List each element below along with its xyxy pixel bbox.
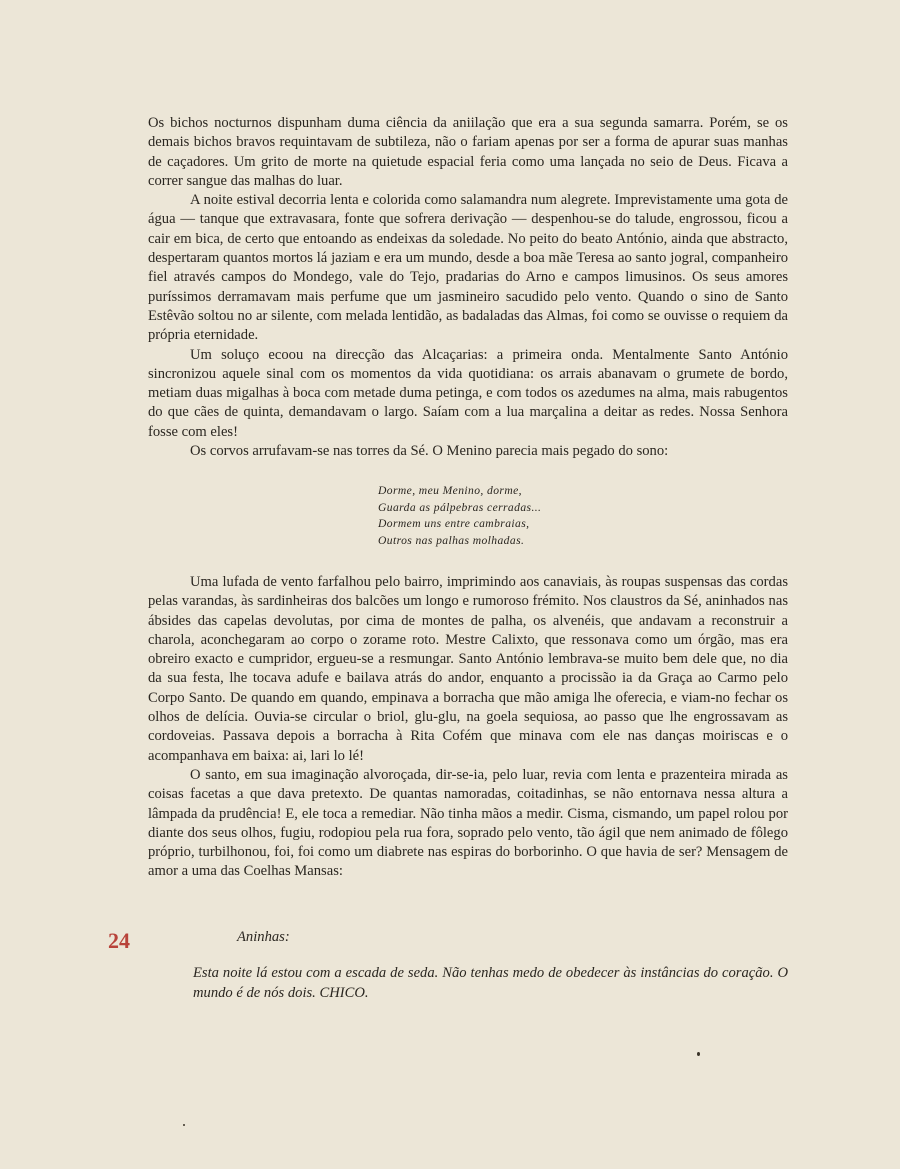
paragraph-1: Os bichos nocturnos dispunham duma ciência da aniilação que era a sua segunda samarra. Porém, se os demais bichos bravos requintavam de subtileza, não o fariam apenas por ser a forma de apurar suas manhas de caçadores. Um grito de morte na quietude espacial feria como uma lançada no seio de Deus. Ficava a correr sangue das malhas do luar.	[148, 115, 788, 189]
page-number: 24	[108, 928, 130, 953]
lullaby-verse	[378, 483, 788, 549]
verse-line: Guarda as pálpebras cerradas...	[378, 500, 542, 514]
ink-speck	[183, 1124, 185, 1126]
body-text	[148, 114, 788, 882]
paragraph-5: Uma lufada de vento farfalhou pelo bairro, imprimindo aos canaviais, às roupas suspensas das cordas pelas varandas, às sardinheiras dos balcões um longo e rumoroso frémito. Nos claustros da Sé, aninhados nas ábsides das capelas devolutas, por cima de montes de palha, os alvenéis, que andavam a reconstruir a charola, aconchegaram ao corpo o zorame roto. Mestre Calixto, que ressonava como um órgão, mas era obreiro exacto e cumpridor, ergueu-se a resmungar. Santo António lembrava-se muito bem dele que, no dia da sua festa, lhe tocava adufe e bailava atrás do andor, enquanto a procissão ia da Graça ao Carmo pelo Corpo Santo. De quando em quando, empinava a borracha que mão amiga lhe oferecia, e viam-no fechar os olhos de delícia. Ouvia-se circular o briol, glu-glu, na goela sequiosa, ao passo que lhe engrossavam as cordoveias. Passava depois a borracha à Rita Cofém que minava com ele nas danças moiriscas e o acompanhava em baixa: ai, lari lo lé!	[148, 573, 788, 764]
verse-line: Outros nas palhas molhadas.	[378, 533, 525, 547]
paragraph-2: A noite estival decorria lenta e colorida como salamandra num alegrete. Imprevistamente uma gota de água — tanque que extravasara, fonte que sofrera derivação — despenhou-se do talude, engrossou, ficou a cair em bica, de certo que entoando as endeixas da soledade. No peito do beato António, ainda que abstracto, despertaram quantos mortos lá jaziam e era um mundo, desde a boa mãe Teresa ao santo jogral, companheiro fiel através campos do Mondego, vale do Tejo, pradarias do Arno e campos limusinos. Os seus amores puríssimos derramavam mais perfume que um jasmineiro sacudido pelo vento. Quando o sino de Santo Estêvão soltou no ar silente, com melada lentidão, as badaladas das Almas, foi como se ouvisse o requiem da própria eternidade.	[148, 192, 788, 344]
verse-spacing	[148, 549, 788, 573]
letter-body: Esta noite lá estou com a escada de seda. Não tenhas medo de obedecer às instâncias do coração. O mundo é de nós dois. CHICO.	[193, 965, 788, 1001]
paragraph-3: Um soluço ecoou na direcção das Alcaçarias: a primeira onda. Mentalmente Santo António sincronizou aquele sinal com os momentos da vida quotidiana: os arrais abanavam o grumete de bordo, metiam duas migalhas à boca com metade duma petinga, e com todos os azedumes na alma, mais rabugentos do que cães de quinta, demandavam o largo. Saíam com a lua marçalina a deitar as redes. Nossa Senhora fosse com eles!	[148, 346, 788, 440]
ink-speck	[697, 1052, 700, 1056]
letter-salutation: Aninhas:	[237, 929, 290, 945]
verse-line: Dormem uns entre cambraias,	[378, 517, 530, 531]
paragraph-4: Os corvos arrufavam-se nas torres da Sé. O Menino parecia mais pegado do sono:	[190, 443, 669, 460]
paragraph-6: O santo, em sua imaginação alvoroçada, dir-se-ia, pelo luar, revia com lenta e prazenteira mirada as coisas facetas a que dava pretexto. De quantas namoradas, coitadinhas, se não entornava nessa altura a lâmpada da prudência! E, ele toca a remediar. Não tinha mãos a medir. Cisma, cismando, um papel rolou por diante dos seus olhos, fugiu, rodopiou pela rua fora, soprado pelo vento, tão ágil que nem animado de fôlego próprio, turbilhonou, foi, foi como um diabrete nas espiras do borborinho. O que havia de ser? Mensagem de amor a uma das Coelhas Mansas:	[148, 766, 788, 880]
verse-line: Dorme, meu Menino, dorme,	[378, 484, 522, 498]
